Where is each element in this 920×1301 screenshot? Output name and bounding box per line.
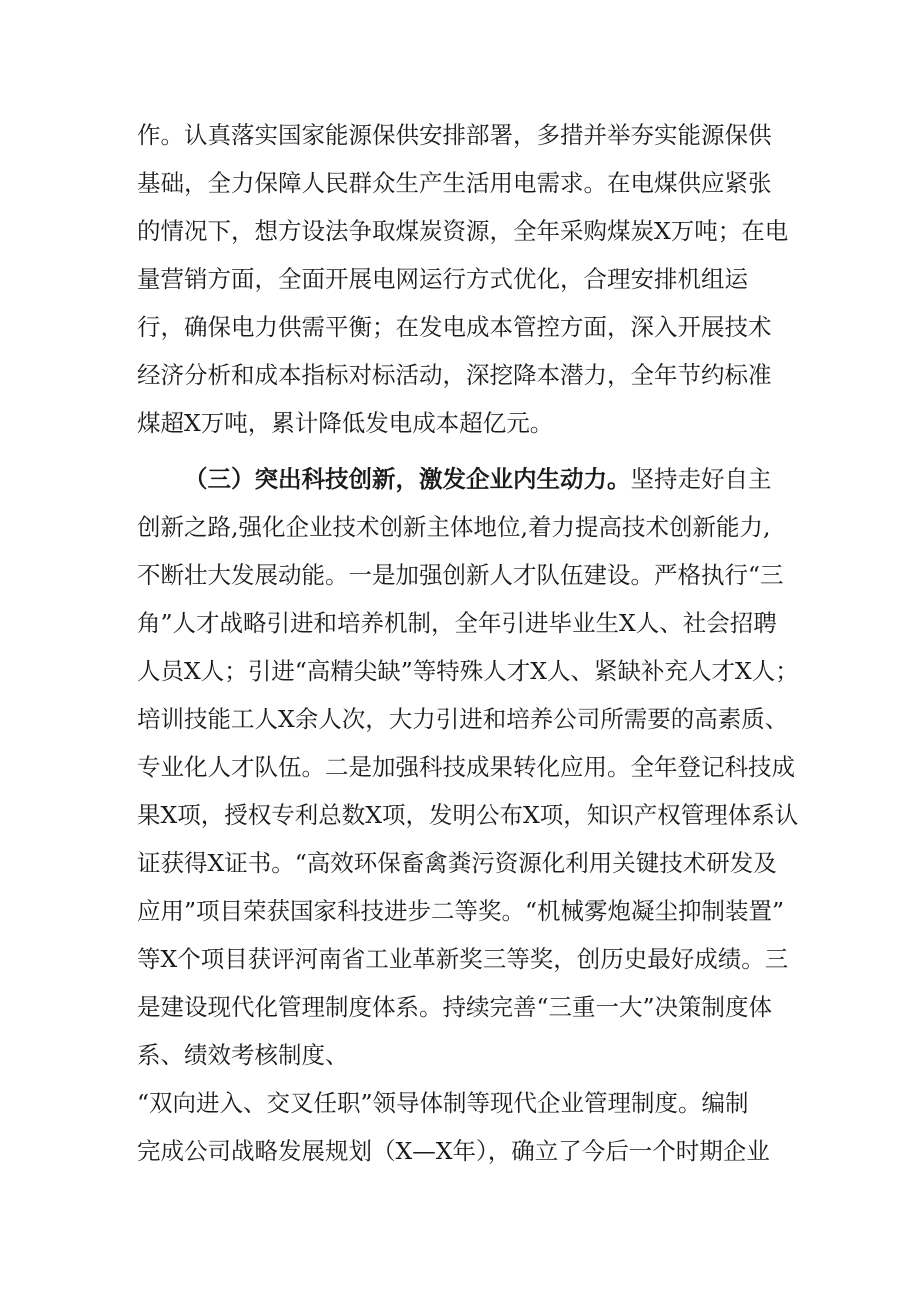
paragraph-line: 作。认真落实国家能源保供安排部署，多措并举夯实能源保供 <box>137 121 772 149</box>
paragraph-line: 等X个项目获评河南省工业革新奖三等奖，创历史最好成绩。三 <box>137 945 789 973</box>
paragraph-line: 经济分析和成本指标对标活动，深挖降本潜力，全年节约标准 <box>137 361 772 389</box>
paragraph-line: 是建设现代化管理制度体系。持续完善“三重一大”决策制度体 <box>137 993 773 1021</box>
paragraph-line: 培训技能工人X余人次，大力引进和培养公司所需要的高素质、 <box>137 705 789 733</box>
paragraph-line: 系、绩效考核制度、 <box>137 1041 349 1069</box>
section-first-line <box>184 464 772 494</box>
paragraph-line: 不断壮大发展动能。一是加强创新人才队伍建设。严格执行“三 <box>137 561 784 589</box>
paragraph-line: 专业化人才队伍。二是加强科技成果转化应用。全年登记科技成 <box>137 753 795 781</box>
paragraph-line: 应用”项目荣获国家科技进步二等奖。“机械雾炮凝尘抑制装置” <box>137 897 785 925</box>
paragraph-line: 基础，全力保障人民群众生产生活用电需求。在电煤供应紧张 <box>137 169 772 197</box>
paragraph-line: 的情况下，想方设法争取煤炭资源，全年采购煤炭X万吨；在电 <box>137 217 789 245</box>
paragraph-line: “双向进入、交叉任职”领导体制等现代企业管理制度。编制 <box>137 1089 749 1117</box>
paragraph-line: 创新之路,强化企业技术创新主体地位,着力提高技术创新能力, <box>137 513 771 541</box>
section-heading: （三）突出科技创新，激发企业内生动力。 <box>184 465 631 493</box>
paragraph-line: 量营销方面，全面开展电网运行方式优化，合理安排机组运 <box>137 265 748 293</box>
paragraph-line: 角”人才战略引进和培养机制，全年引进毕业生X人、社会招聘 <box>137 609 777 637</box>
paragraph-line: 行，确保电力供需平衡；在发电成本管控方面，深入开展技术 <box>137 313 772 341</box>
paragraph-line: 果X项，授权专利总数X项，发明公布X项，知识产权管理体系认 <box>137 801 799 829</box>
paragraph-line: 证获得X证书。“高效环保畜禽粪污资源化利用关键技术研发及 <box>137 849 777 877</box>
paragraph-line: 人员X人；引进“高精尖缺”等特殊人才X人、紧缺补充人才X人； <box>137 657 799 685</box>
paragraph-line: 完成公司战略发展规划（X—X年），确立了今后一个时期企业 <box>137 1137 770 1165</box>
section-first-line-text: 坚持走好自主 <box>630 465 772 493</box>
paragraph-line: 煤超X万吨，累计降低发电成本超亿元。 <box>137 409 554 437</box>
